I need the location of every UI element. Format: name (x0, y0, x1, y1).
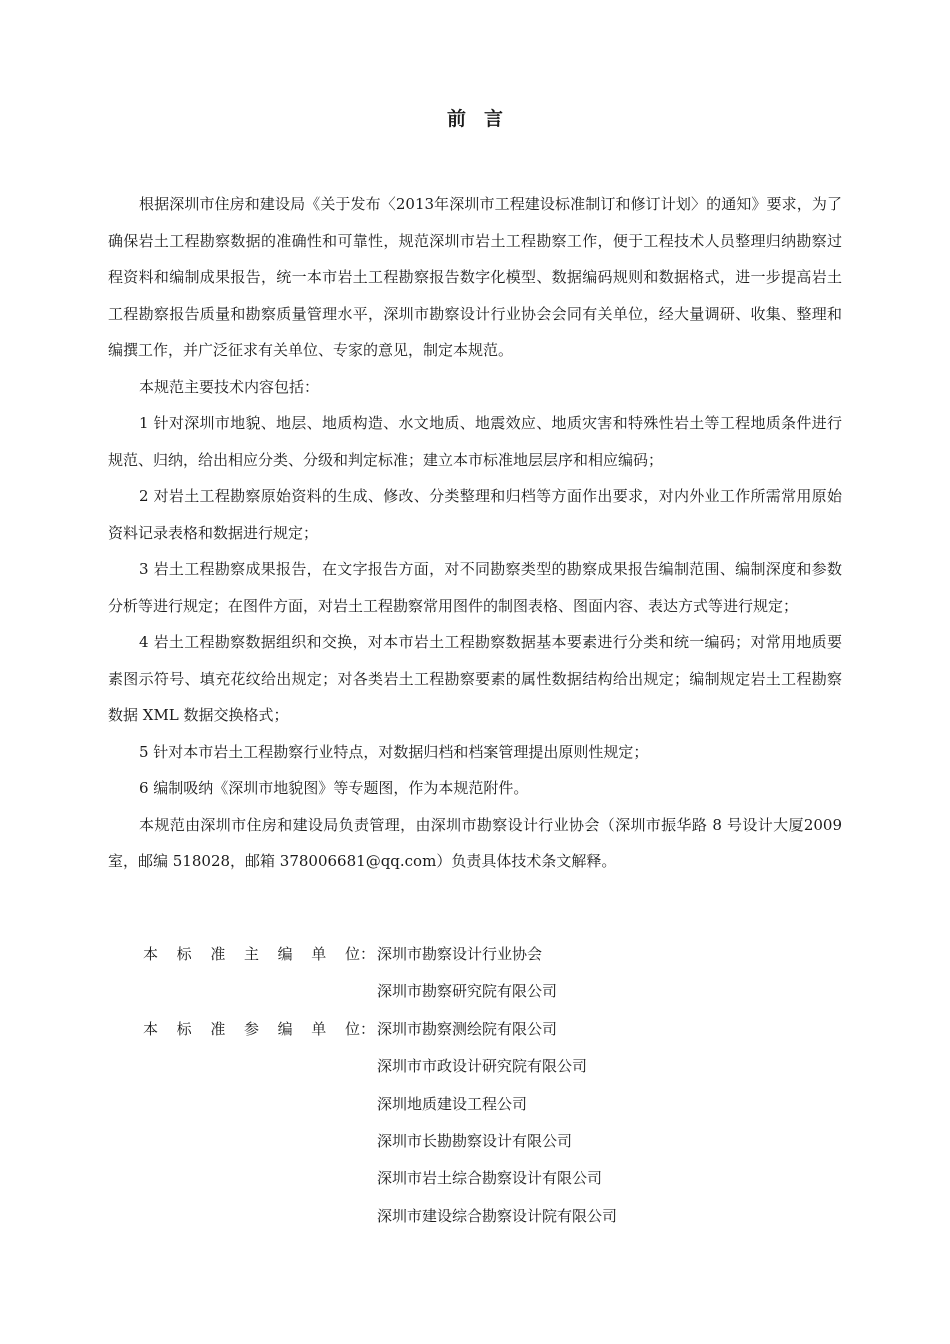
paragraph-management: 本规范由深圳市住房和建设局负责管理，由深圳市勘察设计行业协会（深圳市振华路 8 号设计大厦2009 室，邮编 518028，邮箱 378006681@qq.com）负责具体技术条文解释。 (108, 815, 842, 870)
participating-unit: 深圳市市政设计研究院有限公司 (377, 1057, 588, 1076)
participating-row (143, 1048, 763, 1085)
participating-unit: 深圳地质建设工程公司 (377, 1094, 528, 1113)
chief-editor-row (143, 973, 763, 1010)
label-char: 准 (210, 945, 226, 963)
label-char: 准 (210, 1019, 226, 1038)
paragraph-item-5: 5 针对本市岩土工程勘察行业特点，对数据归档和档案管理提出原则性规定； (139, 742, 649, 761)
label-char: 单 (311, 945, 327, 963)
participating-row (143, 1123, 763, 1160)
paragraph-content-heading: 本规范主要技术内容包括： (139, 377, 320, 396)
paragraph-item-1: 1 针对深圳市地貌、地层、地质构造、水文地质、地震效应、地质灾害和特殊性岩土等工程地质条件进行规范、归纳，给出相应分类、分级和判定标准；建立本市标准地层层序和相应编码； (108, 414, 842, 469)
participating-row (143, 1086, 763, 1123)
participating-row (143, 1198, 763, 1235)
paragraph-intro: 根据深圳市住房和建设局《关于发布〈2013年深圳市工程建设标准制订和修订计划〉的通知》要求，为了确保岩土工程勘察数据的准确性和可靠性，规范深圳市岩土工程勘察工作，便于工程技术人员整理归纳勘察过程资料和编制成果报告，统一本市岩土工程勘察报告数字化模型、数据编码规则和数据格式，进一步提高岩土工程勘察报告质量和勘察质量管理水平，深圳市勘察设计行业协会会同有关单位，经大量调研、收集、整理和编撰工作，并广泛征求有关单位、专家的意见，制定本规范。 (108, 195, 842, 359)
label-char: 位： (344, 945, 375, 963)
paragraph-item-2: 2 对岩土工程勘察原始资料的生成、修改、分类整理和归档等方面作出要求，对内外业工作所需常用原始资料记录表格和数据进行规定； (108, 487, 842, 542)
label-char: 本 (143, 945, 159, 963)
participating-row (143, 1160, 763, 1197)
participating-unit: 深圳市长勘勘察设计有限公司 (377, 1131, 573, 1150)
organization-list (143, 936, 763, 1235)
chief-editor-unit: 深圳市勘察设计行业协会 (377, 945, 543, 963)
chief-editor-label (143, 936, 375, 973)
label-char: 标 (176, 945, 192, 963)
label-char: 位： (344, 1019, 375, 1038)
preface-body (108, 186, 842, 880)
label-char: 本 (143, 1019, 159, 1038)
paragraph-item-4: 4 岩土工程勘察数据组织和交换，对本市岩土工程勘察数据基本要素进行分类和统一编码；对常用地质要素图示符号、填充花纹给出规定；对各类岩土工程勘察要素的属性数据结构给出规定；编制规定岩土工程勘察数据 XML 数据交换格式； (108, 633, 842, 724)
participating-unit: 深圳市岩土综合勘察设计有限公司 (377, 1169, 603, 1188)
chief-editor-unit: 深圳市勘察研究院有限公司 (377, 982, 558, 1001)
participating-unit: 深圳市建设综合勘察设计院有限公司 (377, 1206, 618, 1225)
label-char: 标 (176, 1019, 192, 1038)
paragraph-item-6: 6 编制吸纳《深圳市地貌图》等专题图，作为本规范附件。 (139, 779, 529, 797)
participating-label (143, 1011, 375, 1048)
chief-editor-row (143, 936, 763, 973)
label-char: 编 (277, 945, 293, 963)
label-char: 编 (277, 1019, 293, 1038)
paragraph-item-3: 3 岩土工程勘察成果报告，在文字报告方面，对不同勘察类型的勘察成果报告编制范围、编制深度和参数分析等进行规定；在图件方面，对岩土工程勘察常用图件的制图表格、图面内容、表达方式等进行规定； (108, 560, 842, 615)
label-char: 参 (243, 1019, 259, 1038)
page-title: 前言 (446, 108, 521, 130)
participating-unit: 深圳市勘察测绘院有限公司 (377, 1019, 558, 1038)
participating-row (143, 1011, 763, 1048)
label-char: 单 (311, 1019, 327, 1038)
label-char: 主 (243, 945, 259, 963)
